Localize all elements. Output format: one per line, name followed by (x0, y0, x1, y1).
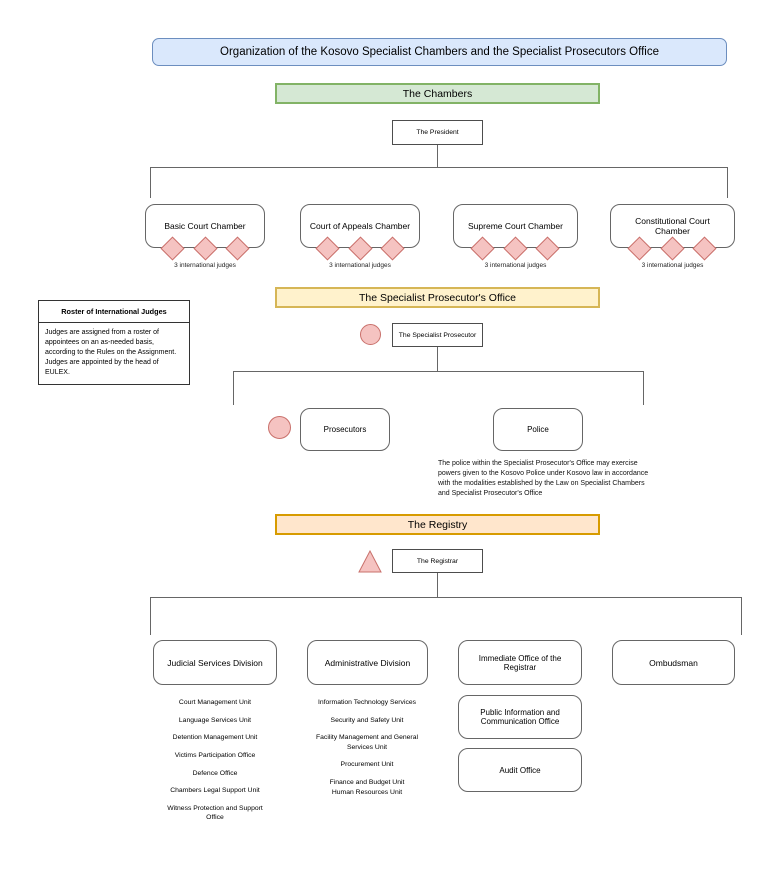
judge-diamond-icon (470, 236, 494, 260)
registrar-bracket-connector (151, 573, 742, 635)
judge-diamond-icon (225, 236, 249, 260)
judges-count-label: 3 international judges (174, 262, 236, 269)
registry-banner: The Registry (275, 514, 600, 535)
spo-banner: The Specialist Prosecutor's Office (275, 287, 600, 308)
judges-count-label: 3 international judges (641, 262, 704, 269)
chamber-box-court-of-appeals: Court of Appeals Chamber (300, 204, 420, 248)
registrar-triangle-icon (358, 550, 382, 573)
prosecutors-box: Prosecutors (300, 408, 390, 451)
specialist-prosecutor-box: The Specialist Prosecutor (392, 323, 483, 347)
judge-diamond-row (164, 240, 246, 256)
registrar-box: The Registrar (392, 549, 483, 573)
president-bracket-connector (151, 145, 728, 198)
judge-diamond-icon (503, 236, 527, 260)
judges-count-label: 3 international judges (329, 262, 391, 269)
president-box: The President (392, 120, 483, 145)
judge-diamond-icon (627, 236, 651, 260)
police-box: Police (493, 408, 583, 451)
unit-list-item: Facility Management and General Services Unit (315, 734, 418, 751)
unit-list-item: Information Technology Services (317, 699, 417, 706)
prosecutor-bracket-connector (234, 347, 644, 405)
unit-list-item: Defence Office (192, 769, 238, 777)
chamber-box-basic-court: Basic Court Chamber (145, 204, 265, 248)
division-box-ombudsman: Ombudsman (612, 640, 735, 685)
judge-diamond-icon (692, 236, 716, 260)
judge-diamond-icon (348, 236, 372, 260)
judge-diamond-icon (160, 236, 184, 260)
police-note-text: The police within the Specialist Prosecutor's Office may exercise powers given to the Kosovo Police under Kosovo law in accordance with the modalities established by the Law on Specialist Chambers and Specialist Prosecutor's Office (438, 460, 649, 498)
unit-list-item: Court Management Unit (178, 699, 252, 706)
roster-note-box (38, 300, 190, 385)
judge-diamond-icon (660, 236, 684, 260)
judge-diamond-row (319, 240, 401, 256)
diagram-title: Organization of the Kosovo Specialist Chambers and the Specialist Prosecutors Office (152, 38, 727, 66)
unit-list-item: Detention Management Unit (172, 734, 258, 742)
judge-diamond-icon (193, 236, 217, 260)
audit-office-box: Audit Office (458, 748, 582, 792)
unit-list-item: Language Services Unit (178, 716, 252, 724)
judge-diamond-row (474, 240, 556, 256)
unit-list-item: Finance and Budget Unit (329, 778, 405, 786)
judge-diamond-row (631, 240, 713, 256)
chamber-box-constitutional-court: Constitutional Court Chamber (610, 204, 735, 248)
prosecutor-circle-icon (268, 416, 291, 439)
roster-note-title: Roster of International Judges (39, 301, 189, 323)
roster-note-body: Judges are assigned from a roster of appointees on an as-needed basis, according to the Rules on the Assignment. Judges are appointed by the head of EULEX. (45, 329, 177, 376)
division-box-immediate-office-registrar: Immediate Office of the Registrar (458, 640, 582, 685)
unit-list-item: Human Resources Unit (331, 789, 403, 797)
chamber-box-supreme-court: Supreme Court Chamber (453, 204, 578, 248)
judges-count-label: 3 international judges (484, 262, 547, 269)
division-box-judicial-services: Judicial Services Division (153, 640, 277, 685)
unit-list-item: Procurement Unit (340, 761, 394, 769)
unit-list-item: Chambers Legal Support Unit (170, 787, 260, 795)
judge-diamond-icon (315, 236, 339, 260)
unit-list-item: Security and Safety Unit (330, 716, 404, 724)
judge-diamond-icon (535, 236, 559, 260)
judicial-services-unit-list (161, 698, 269, 831)
unit-list-item: Witness Protection and Support Office (167, 805, 263, 822)
division-box-administrative: Administrative Division (307, 640, 428, 685)
administrative-unit-list (313, 698, 421, 806)
chambers-banner: The Chambers (275, 83, 600, 104)
judge-diamond-icon (380, 236, 404, 260)
public-information-office-box: Public Information and Communication Office (458, 695, 582, 739)
unit-list-item: Victims Participation Office (174, 752, 256, 760)
prosecutor-circle-icon (360, 324, 381, 345)
